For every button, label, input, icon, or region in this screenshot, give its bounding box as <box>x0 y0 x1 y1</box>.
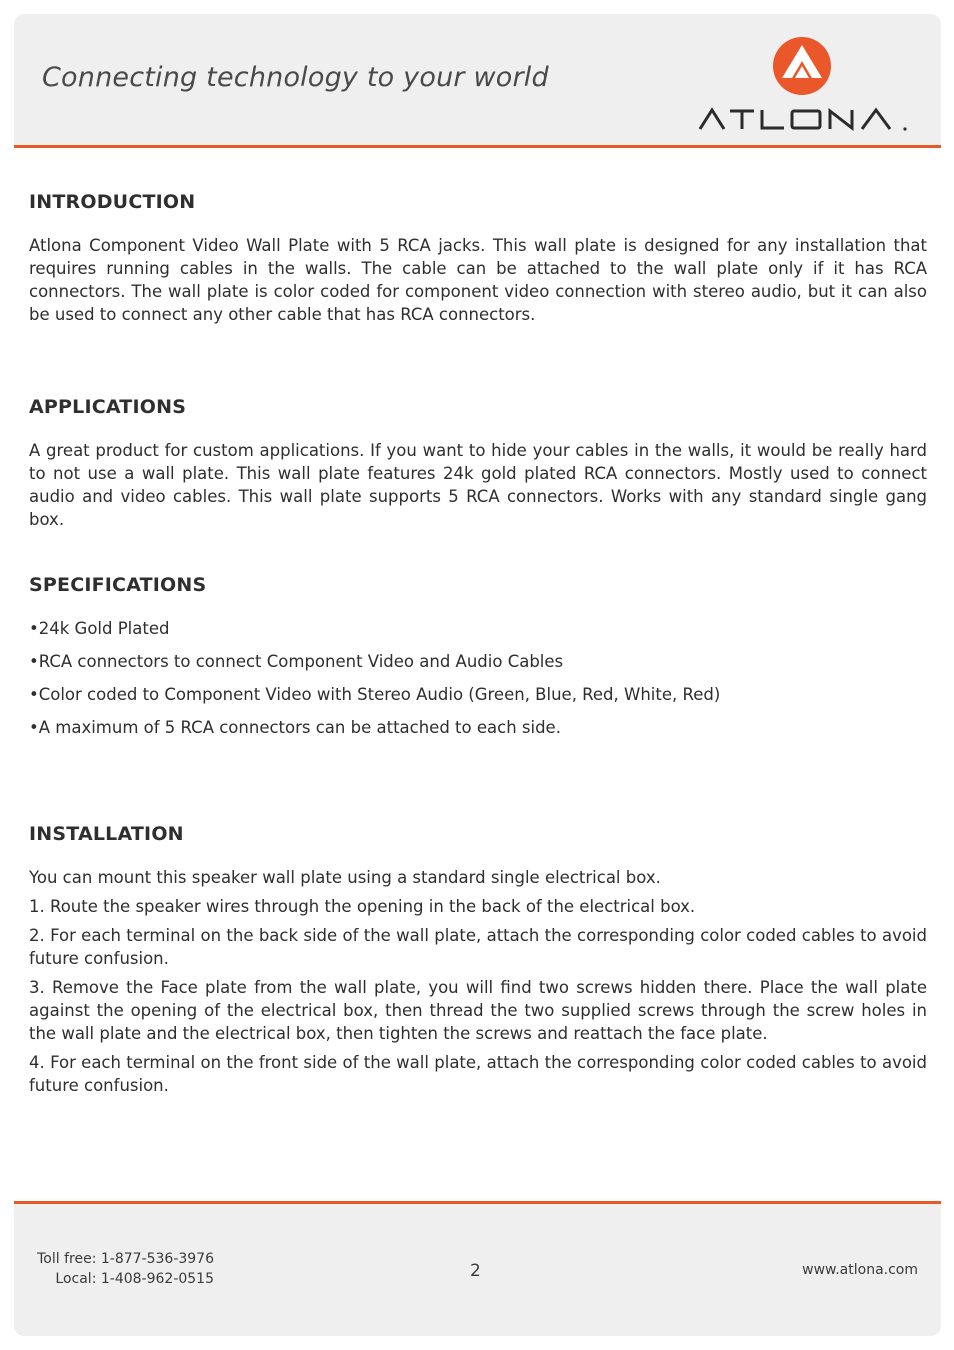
installation-heading: INSTALLATION <box>29 823 184 845</box>
website-link[interactable]: www.atlona.com <box>802 1262 918 1278</box>
list-item: • A maximum of 5 RCA connectors can be attached to each side. <box>29 716 927 739</box>
specifications-list <box>29 617 927 739</box>
installation-step: 1. Route the speaker wires through the opening in the back of the electrical box. <box>29 897 696 916</box>
list-item: • RCA connectors to connect Component Video and Audio Cables <box>29 650 927 673</box>
local-number: Local: 1-408-962-0515 <box>55 1271 214 1287</box>
installation-section <box>29 823 927 1103</box>
installation-paragraph: You can mount this speaker wall plate using a standard single electrical box. <box>29 868 661 887</box>
introduction-section <box>29 191 927 326</box>
list-item: • Color coded to Component Video with Stereo Audio (Green, Blue, Red, White, Red) <box>29 683 927 706</box>
atlona-logo-icon <box>772 36 832 96</box>
page-number: 2 <box>470 1261 481 1281</box>
toll-free-number: Toll free: 1-877-536-3976 <box>37 1251 214 1267</box>
list-item: • 24k Gold Plated <box>29 617 927 640</box>
header-divider <box>14 145 941 148</box>
applications-heading: APPLICATIONS <box>29 396 187 418</box>
applications-section <box>29 396 927 531</box>
specifications-section <box>29 574 927 749</box>
applications-text: A great product for custom applications. If you want to hide your cables in the walls, it would be really hard to not use a wall plate. This wall plate features 24k gold plated RCA connectors. Mostly used to connect audio and video cables. This wall plate supports 5 RCA connectors. Works with any standard single gang box. <box>29 441 927 529</box>
introduction-heading: INTRODUCTION <box>29 191 196 213</box>
introduction-text: Atlona Component Video Wall Plate with 5 RCA jacks. This wall plate is designed for any installation that requires running cables in the walls. The cable can be attached to the wall plate only if it has RCA connectors. The wall plate is color coded for component video connection with stereo audio, but it can also be used to connect any other cable that has RCA connectors. <box>29 236 927 324</box>
installation-step: 4. For each terminal on the front side of the wall plate, attach the corresponding color coded cables to avoid future confusion. <box>29 1053 927 1095</box>
installation-step: 3. Remove the Face plate from the wall plate, you will find two screws hidden there. Place the wall plate against the opening of the electrical box, then thread the two supplied screws through the screw holes in the wall plate and the electrical box, then tighten the screws and reattach the face plate. <box>29 978 927 1043</box>
header-tagline: Connecting technology to your world <box>42 62 549 93</box>
specifications-heading: SPECIFICATIONS <box>29 574 207 596</box>
installation-step: 2. For each terminal on the back side of the wall plate, attach the corresponding color coded cables to avoid future confusion. <box>29 926 927 968</box>
contact-info <box>14 1249 214 1289</box>
atlona-wordmark <box>698 106 912 132</box>
